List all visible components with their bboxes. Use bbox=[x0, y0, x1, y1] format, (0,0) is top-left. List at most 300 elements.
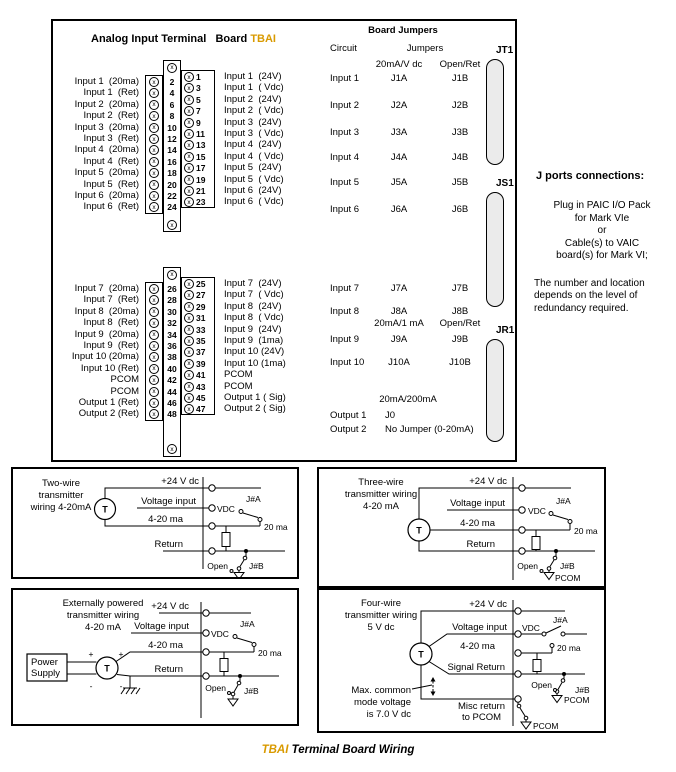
label-voltage-input: Voltage input bbox=[134, 621, 189, 632]
terminal-label-right: Input 1 ( Vdc) bbox=[224, 82, 284, 94]
terminal-label-left: Input 7 (20ma) bbox=[74, 283, 139, 294]
terminal-screw-icon: x bbox=[149, 77, 159, 87]
junction-dot bbox=[554, 549, 558, 553]
label-ja: J#A bbox=[556, 496, 571, 506]
jports-note-line: Cable(s) to VAIC bbox=[564, 237, 640, 249]
terminal-label-left: Input 4 (20ma) bbox=[74, 144, 139, 156]
terminal-label-left: Input 5 (20ma) bbox=[74, 167, 139, 179]
polarity-minus: - bbox=[89, 681, 93, 691]
terminal-number: 43 bbox=[196, 381, 206, 392]
label-20ma: 20 ma bbox=[264, 522, 288, 532]
jumper-pin bbox=[233, 635, 237, 639]
jumper-circuit: Input 5 bbox=[330, 177, 360, 188]
terminal-board-panel bbox=[51, 19, 517, 462]
diagram-externally-powered bbox=[11, 588, 299, 726]
diagram-title: transmitter wiring bbox=[344, 610, 418, 621]
terminal-number: 11 bbox=[196, 129, 205, 139]
terminal-label-right: Input 2 (24V) bbox=[224, 93, 282, 105]
terminal-number: 39 bbox=[196, 358, 206, 369]
jumpers-col-header: Jumpers bbox=[406, 43, 444, 54]
terminal-screw-icon: x bbox=[184, 95, 194, 105]
terminal-number: 38 bbox=[167, 352, 177, 363]
terminal-label-right: Input 7 (24V) bbox=[224, 278, 282, 289]
label-jb: J#B bbox=[244, 686, 259, 696]
terminal-point bbox=[515, 650, 521, 656]
terminal-number: 46 bbox=[167, 398, 177, 408]
label-24vdc: +24 V dc bbox=[469, 599, 507, 610]
terminal-number: 29 bbox=[196, 301, 206, 312]
transmitter-t-label: T bbox=[102, 504, 108, 515]
terminal-screw-icon: x bbox=[184, 186, 194, 196]
jumper-circuit: Input 8 bbox=[330, 306, 360, 317]
terminal-screw-icon: x bbox=[184, 163, 194, 173]
resistor bbox=[222, 533, 230, 547]
label-jb: J#B bbox=[249, 561, 264, 571]
junction-dot bbox=[562, 672, 566, 676]
terminal-screw-icon: x bbox=[149, 202, 159, 212]
terminal-screw-icon: x bbox=[184, 313, 194, 323]
terminal-screw-icon: x bbox=[184, 290, 194, 300]
terminal-label-left: Input 8 (20ma) bbox=[74, 305, 139, 317]
terminal-number: 19 bbox=[196, 174, 206, 185]
resistor bbox=[532, 537, 540, 550]
jumper-b: J3B bbox=[451, 127, 469, 138]
terminal-label-left: Input 1 (20ma) bbox=[74, 76, 139, 87]
jumpers-subheader: 20mA/1 mA bbox=[374, 318, 424, 329]
terminal-label-right: Input 10 (1ma) bbox=[224, 357, 286, 369]
label-420ma: 4-20 ma bbox=[460, 641, 495, 652]
terminal-label-left: Input 2 (Ret) bbox=[83, 110, 139, 122]
jumper-pin bbox=[550, 644, 554, 648]
power-supply-label: Supply bbox=[31, 668, 61, 679]
terminal-screw-icon: x bbox=[167, 220, 177, 230]
terminal-number: 37 bbox=[196, 347, 206, 358]
misc-return-switch bbox=[517, 702, 531, 729]
jumper-circuit: Input 10 bbox=[330, 357, 365, 368]
diagram-title: 5 V dc bbox=[367, 622, 395, 633]
wire bbox=[116, 652, 203, 662]
terminal-number: 18 bbox=[167, 168, 177, 179]
terminal-label-right: Input 4 (24V) bbox=[224, 139, 282, 151]
terminal-number: 17 bbox=[196, 163, 206, 174]
jumpers-subheader: Open/Ret bbox=[439, 318, 481, 329]
transmitter-t-label: T bbox=[104, 663, 110, 674]
terminal-screw-icon: x bbox=[149, 352, 159, 362]
polarity-minus: - bbox=[119, 681, 123, 691]
terminal-label-left: Input 2 (20ma) bbox=[74, 98, 139, 110]
jumper-circuit: Output 1 bbox=[330, 410, 367, 421]
terminal-screw-icon: x bbox=[184, 359, 194, 369]
jumper-a: J4A bbox=[390, 152, 408, 163]
label-420ma: 4-20 ma bbox=[148, 514, 183, 525]
jumpers-subheader: Open/Ret bbox=[439, 59, 481, 70]
power-supply-label: Power bbox=[31, 657, 58, 668]
terminal-label-right: Input 4 ( Vdc) bbox=[224, 150, 284, 162]
jumper-b: J7B bbox=[451, 283, 469, 294]
diagram-four-wire bbox=[317, 588, 606, 733]
terminal-label-right: Input 9 (1ma) bbox=[224, 335, 284, 346]
terminal-label-right: Input 5 ( Vdc) bbox=[224, 173, 284, 185]
terminal-label-right: Input 1 (24V) bbox=[224, 71, 282, 82]
terminal-number: 35 bbox=[196, 336, 206, 346]
jumper-a: J2A bbox=[390, 100, 408, 111]
terminal-screw-icon: x bbox=[184, 152, 194, 162]
jumper-a: J9A bbox=[390, 334, 408, 345]
four-wire-schematic bbox=[319, 590, 604, 731]
board-title-text: Analog Input Terminal Board bbox=[91, 33, 251, 45]
terminal-number: 9 bbox=[196, 117, 201, 128]
terminal-screw-icon: x bbox=[149, 157, 159, 167]
terminal-label-left: Input 8 (Ret) bbox=[83, 317, 139, 329]
terminal-number: 6 bbox=[169, 99, 175, 110]
label-ja: J#A bbox=[240, 619, 255, 629]
label-24vdc: +24 V dc bbox=[469, 476, 507, 487]
terminal-point bbox=[519, 485, 525, 491]
terminal-label-left: PCOM bbox=[110, 385, 139, 397]
diagram-title: wiring 4-20mA bbox=[30, 502, 92, 513]
jports-note-line: depends on the level of bbox=[534, 290, 638, 301]
terminal-label-right: PCOM bbox=[224, 369, 253, 381]
label-max-common: mode voltage bbox=[353, 697, 411, 708]
terminal-label-right: PCOM bbox=[224, 380, 253, 392]
terminal-number: 41 bbox=[196, 370, 206, 381]
terminal-screw-icon: x bbox=[184, 336, 194, 346]
terminal-label-right: Input 3 ( Vdc) bbox=[224, 128, 284, 139]
terminal-number: 45 bbox=[196, 393, 206, 403]
jumper-output-value: J0 bbox=[385, 410, 396, 421]
jumper-arm bbox=[237, 638, 252, 643]
terminal-label-right: Input 6 ( Vdc) bbox=[224, 196, 284, 208]
jumper-a: J10A bbox=[388, 357, 410, 368]
jumper-circuit: Input 9 bbox=[330, 334, 360, 345]
label-max-common: is 7.0 V dc bbox=[366, 709, 411, 720]
terminal-screw-icon: x bbox=[184, 302, 194, 312]
jports-note-line: redundancy required. bbox=[534, 302, 629, 314]
jports-note-title: J ports connections: bbox=[536, 170, 645, 182]
terminal-screw-icon: x bbox=[184, 83, 194, 93]
terminal-label-left: Input 4 (Ret) bbox=[83, 155, 139, 167]
label-ja: J#A bbox=[553, 615, 568, 625]
label-return: Return bbox=[466, 539, 495, 550]
terminal-number: 32 bbox=[167, 318, 177, 329]
terminal-label-left: Input 9 (Ret) bbox=[83, 340, 139, 351]
terminal-screw-icon: x bbox=[149, 398, 159, 408]
terminal-number: 15 bbox=[196, 151, 206, 162]
terminal-screw-icon: x bbox=[149, 180, 159, 190]
jumper-a: J3A bbox=[390, 127, 408, 138]
terminal-screw-icon: x bbox=[184, 175, 194, 185]
label-420ma: 4-20 ma bbox=[148, 640, 183, 651]
terminal-screw-icon: x bbox=[149, 409, 159, 419]
terminal-screw-icon: x bbox=[167, 270, 177, 280]
jumper-pin bbox=[540, 570, 543, 573]
terminal-number: 27 bbox=[196, 290, 206, 301]
label-misc-return: to PCOM bbox=[461, 712, 501, 723]
terminal-point bbox=[209, 505, 215, 511]
jumper-output-value: No Jumper (0-20mA) bbox=[385, 424, 474, 435]
jumper-circuit: Input 7 bbox=[330, 283, 360, 294]
jumper-circuit: Input 1 bbox=[330, 73, 360, 84]
terminal-point bbox=[203, 630, 209, 636]
terminal-number: 42 bbox=[167, 375, 177, 386]
terminal-label-left: Input 9 (20ma) bbox=[74, 328, 139, 340]
jumper-pin bbox=[549, 512, 553, 516]
label-open: Open bbox=[207, 561, 228, 571]
jports-note-line: Plug in PAIC I/O Pack bbox=[553, 200, 651, 211]
label-jb: J#B bbox=[575, 685, 590, 695]
label-voltage-input: Voltage input bbox=[452, 622, 507, 633]
terminal-point bbox=[519, 507, 525, 513]
label-20ma: 20 ma bbox=[574, 526, 598, 536]
terminal-label-right: Input 5 (24V) bbox=[224, 162, 282, 174]
terminal-label-right: Input 7 ( Vdc) bbox=[224, 289, 284, 301]
label-20ma: 20 ma bbox=[557, 643, 581, 653]
diagram-three-wire bbox=[317, 467, 606, 588]
terminal-label-left: Input 5 (Ret) bbox=[83, 178, 139, 190]
terminal-number: 26 bbox=[167, 284, 177, 294]
terminal-number: 13 bbox=[196, 140, 206, 151]
terminal-screw-icon: x bbox=[149, 100, 159, 110]
terminal-label-right: Input 3 (24V) bbox=[224, 116, 282, 128]
polarity-plus: + bbox=[88, 649, 94, 659]
terminal-screw-icon: x bbox=[184, 279, 194, 289]
jumper-circuit: Input 3 bbox=[330, 127, 360, 138]
terminal-label-left: Input 6 (Ret) bbox=[83, 201, 139, 213]
jumper-circuit: Input 2 bbox=[330, 100, 360, 111]
terminal-point bbox=[209, 548, 215, 554]
terminal-point bbox=[519, 527, 525, 533]
junction-dot bbox=[238, 674, 242, 678]
jumper-arm bbox=[243, 513, 258, 518]
jumper-arm bbox=[546, 626, 561, 633]
jumper-a: J7A bbox=[390, 283, 408, 294]
terminal-number: 25 bbox=[196, 279, 206, 289]
terminal-label-right: Output 2 ( Sig) bbox=[224, 403, 286, 415]
terminal-screw-icon: x bbox=[149, 134, 159, 144]
terminal-number: 1 bbox=[196, 72, 201, 82]
terminal-screw-icon: x bbox=[149, 364, 159, 374]
terminal-screw-icon: x bbox=[149, 307, 159, 317]
terminal-screw-icon: x bbox=[149, 318, 159, 328]
terminal-screw-icon: x bbox=[149, 191, 159, 201]
polarity-plus: + bbox=[118, 649, 124, 659]
terminal-label-right: Input 6 (24V) bbox=[224, 185, 282, 196]
jumper-a: J8A bbox=[390, 306, 408, 317]
jumper-b: J10B bbox=[449, 357, 471, 368]
terminal-point bbox=[519, 548, 525, 554]
label-return: Return bbox=[154, 539, 183, 550]
label-pcom: PCOM bbox=[533, 721, 559, 731]
terminal-screw-icon: x bbox=[184, 404, 194, 414]
board-title bbox=[91, 33, 276, 45]
label-vdc: VDC bbox=[522, 623, 540, 633]
terminal-number: 16 bbox=[167, 156, 177, 167]
label-jb: J#B bbox=[560, 561, 575, 571]
diagram-two-wire bbox=[11, 467, 299, 579]
label-vdc: VDC bbox=[528, 506, 546, 516]
figure-caption bbox=[0, 744, 676, 756]
terminal-screw-icon: x bbox=[184, 140, 194, 150]
jumpers-col-header: Circuit bbox=[330, 43, 357, 54]
terminal-number: 30 bbox=[167, 306, 177, 317]
terminal-number: 20 bbox=[167, 179, 177, 190]
jumpers-output-note: 20mA/200mA bbox=[379, 394, 437, 405]
jumper-b: J5B bbox=[451, 177, 469, 188]
terminal-number: 4 bbox=[169, 88, 175, 99]
terminal-number: 44 bbox=[167, 386, 177, 397]
label-24vdc: +24 V dc bbox=[161, 476, 199, 487]
label-vdc: VDC bbox=[211, 629, 229, 639]
label-vdc: VDC bbox=[217, 504, 235, 514]
connector-js1-label: JS1 bbox=[496, 178, 514, 189]
jumper-a: J1A bbox=[390, 73, 408, 84]
terminal-screw-icon: x bbox=[149, 123, 159, 133]
terminal-label-right: Input 8 (24V) bbox=[224, 300, 282, 312]
resistor bbox=[220, 659, 228, 672]
ground-icon bbox=[521, 722, 531, 729]
terminal-number: 24 bbox=[167, 202, 177, 213]
terminal-screw-icon: x bbox=[184, 370, 194, 380]
terminal-screw-icon: x bbox=[149, 387, 159, 397]
terminal-point bbox=[515, 608, 521, 614]
ground-icon bbox=[552, 696, 562, 703]
figure-caption-accent: TBAI bbox=[261, 744, 289, 756]
label-signal-return: Signal Return bbox=[447, 662, 505, 673]
jumper-pin bbox=[239, 510, 243, 514]
connector-jt1-label: JT1 bbox=[496, 45, 514, 56]
terminal-number: 33 bbox=[196, 324, 206, 335]
terminal-label-left: Input 3 (Ret) bbox=[83, 133, 139, 144]
jumper-pin bbox=[554, 689, 557, 692]
terminal-label-left: Input 3 (20ma) bbox=[74, 121, 139, 133]
terminal-number: 36 bbox=[167, 341, 177, 351]
jumper-pin bbox=[561, 632, 565, 636]
terminal-point bbox=[203, 649, 209, 655]
terminal-label-left: Input 10 (Ret) bbox=[80, 362, 139, 374]
jumper-pin bbox=[258, 518, 262, 522]
jumper-pin bbox=[568, 520, 572, 524]
jb-switch bbox=[234, 553, 247, 577]
jports-note-line: for Mark VIe bbox=[574, 212, 630, 224]
jumper-b: J2B bbox=[451, 100, 469, 111]
terminal-point bbox=[209, 485, 215, 491]
terminal-screw-icon: x bbox=[149, 145, 159, 155]
terminal-screw-icon: x bbox=[149, 168, 159, 178]
jumper-b: J8B bbox=[451, 306, 469, 317]
diagram-title: transmitter wiring bbox=[344, 489, 418, 500]
jumper-b: J4B bbox=[451, 152, 469, 163]
label-max-common: Max. common bbox=[351, 685, 411, 696]
terminal-screw-icon: x bbox=[184, 197, 194, 207]
terminal-point bbox=[515, 696, 521, 702]
terminal-number: 21 bbox=[196, 186, 206, 196]
terminal-label-right: Input 10 (24V) bbox=[224, 346, 285, 358]
label-ja: J#A bbox=[246, 494, 261, 504]
terminal-point bbox=[209, 523, 215, 529]
terminal-number: 22 bbox=[167, 191, 177, 201]
terminal-number: 7 bbox=[196, 106, 201, 117]
jumper-arm bbox=[553, 515, 568, 520]
terminal-label-left: Input 7 (Ret) bbox=[83, 294, 139, 306]
terminal-number: 10 bbox=[167, 122, 177, 133]
terminal-number: 34 bbox=[167, 329, 177, 340]
diagram-title: 4-20 mA bbox=[363, 501, 399, 512]
terminal-screw-icon: x bbox=[167, 63, 177, 73]
jumpers-subheader: 20mA/V dc bbox=[375, 59, 423, 70]
terminal-label-left: Input 6 (20ma) bbox=[74, 190, 139, 201]
jumper-circuit: Input 4 bbox=[330, 152, 360, 163]
jports-note-line: or bbox=[597, 225, 607, 236]
jumper-pin bbox=[542, 632, 546, 636]
terminal-screw-icon: x bbox=[149, 330, 159, 340]
terminal-point bbox=[515, 671, 521, 677]
terminal-label-right: Input 2 ( Vdc) bbox=[224, 105, 284, 117]
transmitter-t-label: T bbox=[416, 525, 422, 536]
label-20ma: 20 ma bbox=[258, 648, 282, 658]
terminal-number: 2 bbox=[169, 77, 175, 87]
terminal-number: 40 bbox=[167, 363, 177, 374]
ground-icon bbox=[544, 573, 554, 580]
terminal-screw-icon: x bbox=[149, 88, 159, 98]
board-title-accent: TBAI bbox=[250, 33, 276, 45]
terminal-screw-icon: x bbox=[149, 341, 159, 351]
diagram-title: transmitter bbox=[38, 490, 84, 501]
common-mode-arrow bbox=[431, 677, 436, 696]
terminal-point bbox=[515, 631, 521, 637]
terminal-number: 48 bbox=[167, 409, 177, 420]
ground-icon bbox=[228, 699, 238, 706]
jumper-b: J9B bbox=[451, 334, 469, 345]
jumper-b: J6B bbox=[451, 204, 469, 215]
three-wire-schematic bbox=[319, 469, 604, 586]
terminal-number: 3 bbox=[196, 83, 201, 94]
ground-icon bbox=[234, 573, 244, 578]
terminal-screw-icon: x bbox=[149, 111, 159, 121]
junction-dot bbox=[244, 549, 248, 553]
jumper-b: J1B bbox=[451, 73, 469, 84]
terminal-screw-icon: x bbox=[184, 347, 194, 357]
terminal-screw-icon: x bbox=[184, 382, 194, 392]
label-420ma: 4-20 ma bbox=[460, 518, 495, 529]
jumper-a: J6A bbox=[390, 204, 408, 215]
transmitter-t-label: T bbox=[418, 649, 424, 660]
terminal-screw-icon: x bbox=[184, 106, 194, 116]
jumper-pin bbox=[252, 643, 256, 647]
terminal-screw-icon: x bbox=[167, 444, 177, 454]
label-voltage-input: Voltage input bbox=[450, 498, 505, 509]
jumpers-table-title: Board Jumpers bbox=[368, 25, 438, 36]
label-open: Open bbox=[517, 561, 538, 571]
diagram-title: Three-wire bbox=[358, 477, 404, 488]
terminal-screw-icon: x bbox=[184, 72, 194, 82]
terminal-number: 12 bbox=[167, 134, 177, 144]
jumper-circuit: Input 6 bbox=[330, 204, 360, 215]
resistor bbox=[533, 660, 541, 672]
jports-note bbox=[528, 170, 676, 315]
jumper-a: J5A bbox=[390, 177, 408, 188]
jumper-pin bbox=[230, 570, 233, 573]
two-wire-schematic bbox=[13, 469, 297, 577]
terminal-point bbox=[203, 610, 209, 616]
label-misc-return: Misc return bbox=[458, 701, 505, 712]
externally-powered-schematic bbox=[13, 590, 297, 724]
terminal-screw-icon: x bbox=[184, 325, 194, 335]
terminal-number: 23 bbox=[196, 197, 206, 208]
annotation-pointer bbox=[412, 685, 432, 689]
terminal-label-right: Output 1 ( Sig) bbox=[224, 392, 286, 403]
terminal-screw-icon: x bbox=[149, 295, 159, 305]
terminal-number: 31 bbox=[196, 313, 206, 324]
